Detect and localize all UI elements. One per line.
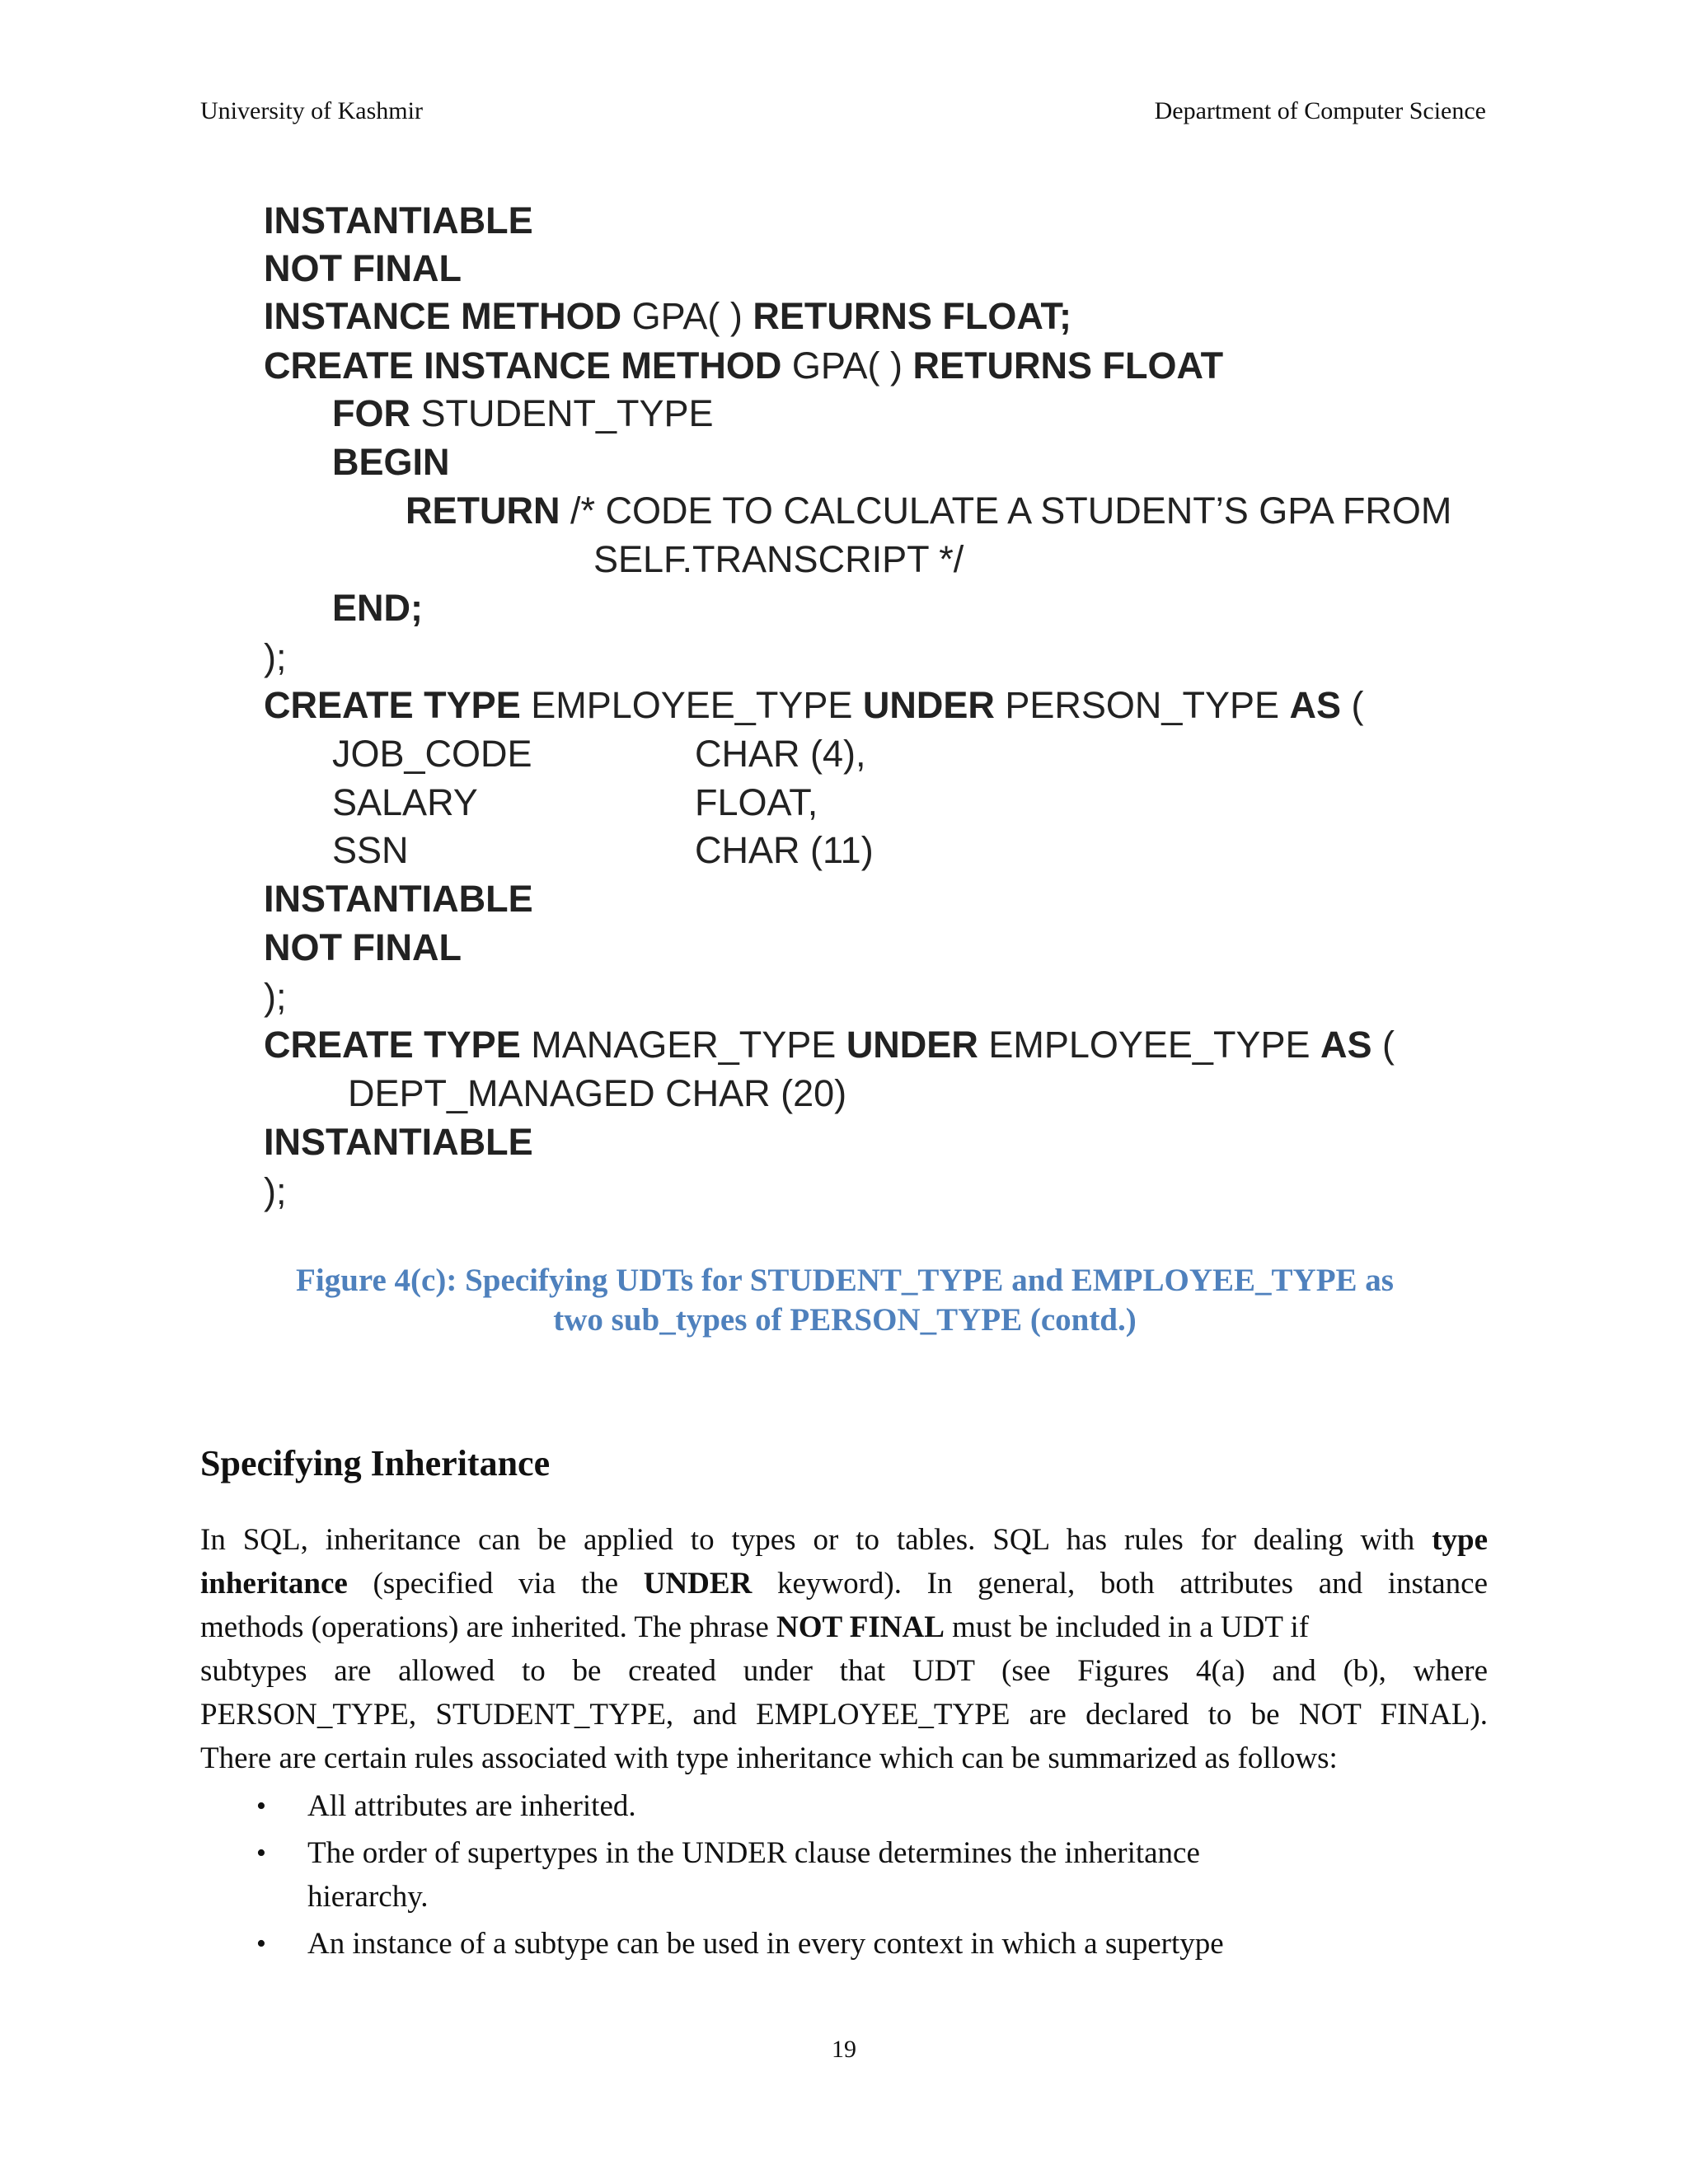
code-line: INSTANTIABLE <box>264 199 533 241</box>
page-number: 19 <box>832 2036 856 2063</box>
list-item: • The order of supertypes in the UNDER clause determines the inheritance hierarchy. <box>200 1831 1488 1919</box>
paragraph-line: subtypes are allowed to be created under that UDT (see Figures 4(a) and (b), where <box>200 1654 1488 1688</box>
code-line: NOT FINAL <box>264 926 462 968</box>
paragraph-line: methods (operations) are inherited. The phrase NOT FINAL must be included in a UDT if <box>200 1610 1310 1644</box>
code-line: CREATE TYPE MANAGER_TYPE UNDER EMPLOYEE_TYPE AS ( <box>264 1024 1395 1066</box>
header-institution: University of Kashmir <box>200 97 423 124</box>
code-line: INSTANTIABLE <box>264 878 533 920</box>
code-line: SELF.TRANSCRIPT */ <box>593 538 964 580</box>
caption-line: Figure 4(c): Specifying UDTs for STUDENT_TYPE and EMPLOYEE_TYPE as <box>296 1263 1394 1298</box>
code-attribute-line: JOB_CODE CHAR (4), <box>332 733 866 775</box>
figure-caption <box>198 1261 1492 1340</box>
header-department: Department of Computer Science <box>1154 97 1486 124</box>
code-line: END; <box>332 587 423 629</box>
bullet-list <box>200 1784 1488 1966</box>
paragraph-line: In SQL, inheritance can be applied to types or to tables. SQL has rules for dealing with type <box>200 1523 1488 1557</box>
code-line: CREATE TYPE EMPLOYEE_TYPE UNDER PERSON_TYPE AS ( <box>264 684 1364 726</box>
code-line: FOR STUDENT_TYPE <box>332 392 714 434</box>
bullet-marker: • <box>256 1791 266 1821</box>
body-paragraph <box>200 1518 1488 1780</box>
caption-line: two sub_types of PERSON_TYPE (contd.) <box>553 1302 1137 1338</box>
code-line: ); <box>264 1170 287 1212</box>
paragraph-line: PERSON_TYPE, STUDENT_TYPE, and EMPLOYEE_TYPE are declared to be NOT FINAL). <box>200 1698 1488 1732</box>
code-line: ); <box>264 636 287 678</box>
code-line: BEGIN <box>332 441 450 483</box>
code-line: RETURN /* CODE TO CALCULATE A STUDENT’S GPA FROM <box>406 490 1452 532</box>
code-line: INSTANCE METHOD GPA( ) RETURNS FLOAT; <box>264 295 1071 337</box>
code-attribute-line: SSN CHAR (11) <box>332 829 874 871</box>
code-line: DEPT_MANAGED CHAR (20) <box>348 1072 847 1114</box>
paragraph-line: inheritance (specified via the UNDER keyword). In general, both attributes and instance <box>200 1567 1488 1601</box>
code-line: NOT FINAL <box>264 247 462 289</box>
section-heading: Specifying Inheritance <box>200 1443 551 1483</box>
list-item: • An instance of a subtype can be used in every context in which a supertype <box>200 1922 1488 1966</box>
code-attribute-line: SALARY FLOAT, <box>332 781 818 823</box>
code-line: INSTANTIABLE <box>264 1121 533 1163</box>
list-item: • All attributes are inherited. <box>200 1784 1488 1828</box>
code-line: CREATE INSTANCE METHOD GPA( ) RETURNS FLOAT <box>264 344 1224 387</box>
code-line: ); <box>264 976 287 1018</box>
bullet-marker: • <box>256 1838 266 1868</box>
paragraph-line: There are certain rules associated with type inheritance which can be summarized as follows: <box>200 1741 1338 1775</box>
bullet-marker: • <box>256 1929 266 1959</box>
